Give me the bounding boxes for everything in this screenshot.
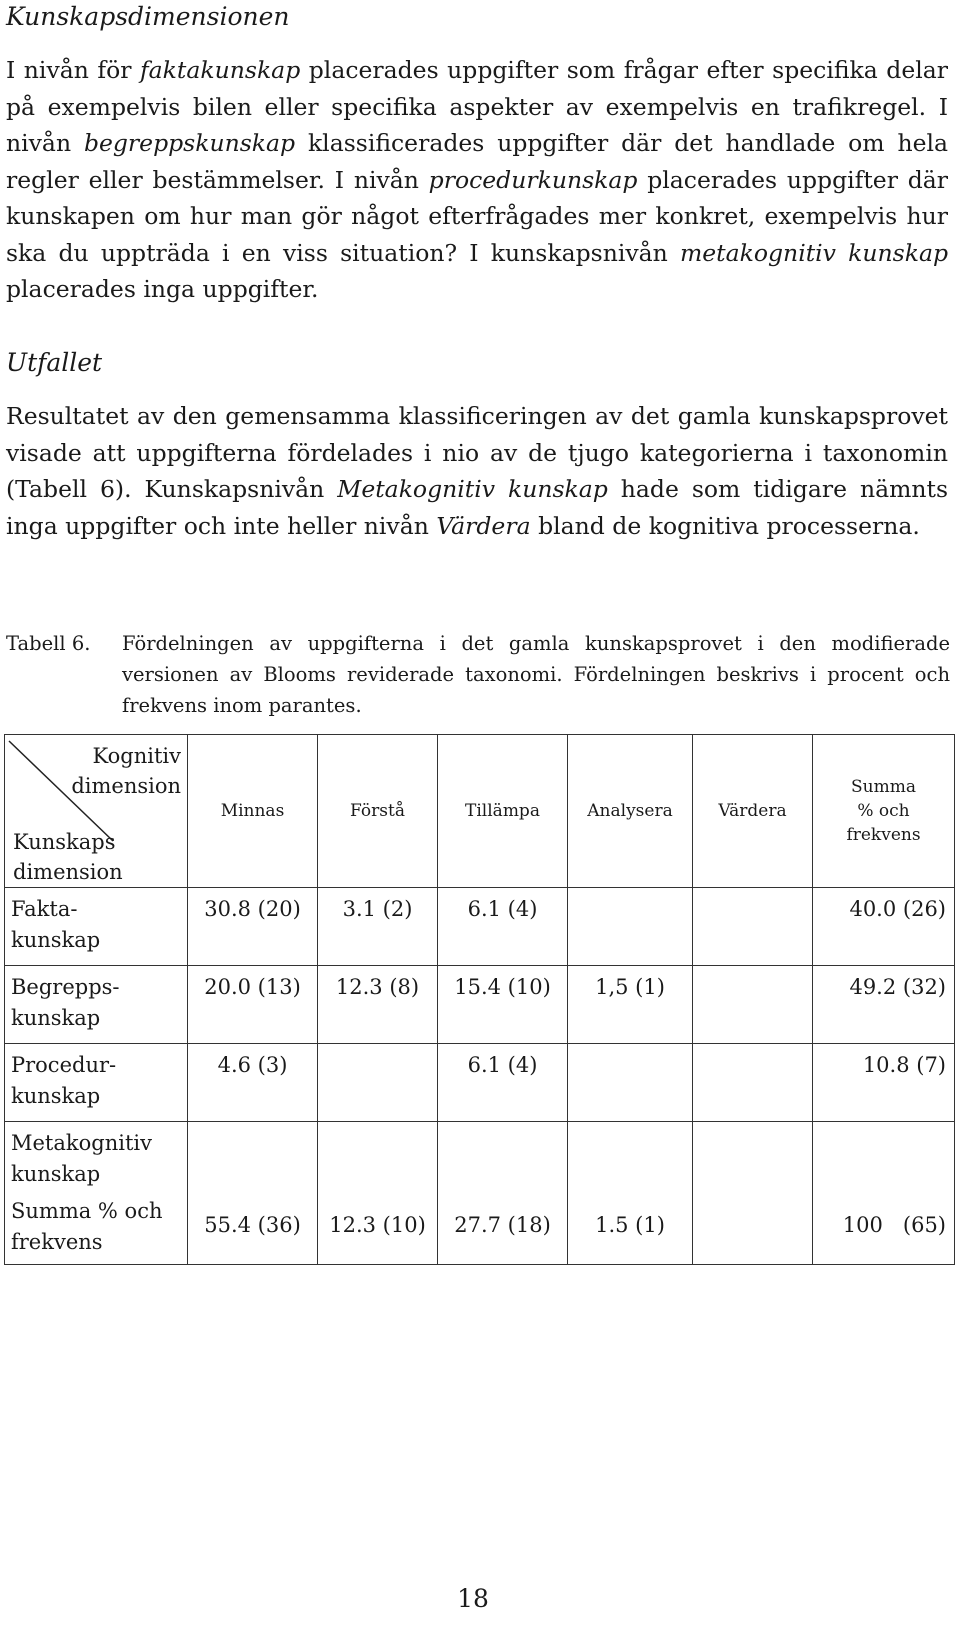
cognitive-dimension-label: Kognitiv dimension xyxy=(71,744,181,798)
header-analysera: Analysera xyxy=(568,735,693,888)
table-header-row xyxy=(5,735,955,888)
table-row xyxy=(5,1196,955,1265)
header-forsta: Förstå xyxy=(318,735,438,888)
cell-tillampa: 6.1 (4) xyxy=(438,888,568,966)
cell-vardera xyxy=(693,966,813,1044)
cell-vardera xyxy=(693,1196,813,1265)
header-minnas: Minnas xyxy=(188,735,318,888)
cell-tillampa: 27.7 (18) xyxy=(438,1196,568,1265)
cell-tillampa: 15.4 (10) xyxy=(438,966,568,1044)
cell-summa: 49.2 (32) xyxy=(813,966,955,1044)
table-row xyxy=(5,1122,955,1197)
knowledge-dimension-label: Kunskaps dimension xyxy=(13,830,123,884)
table-row xyxy=(5,1044,955,1122)
cell-analysera xyxy=(568,1044,693,1122)
table-caption-text: Fördelningen av uppgifterna i det gamla kunskapsprovet i den modifierade versionen av Blooms reviderade taxonomi. Fördelningen beskrivs i procent och frekvens inom parantes. xyxy=(122,632,950,717)
cell-summa xyxy=(813,1122,955,1197)
cell-minnas: 55.4 (36) xyxy=(188,1196,318,1265)
cell-minnas: 20.0 (13) xyxy=(188,966,318,1044)
cell-forsta: 3.1 (2) xyxy=(318,888,438,966)
distribution-table xyxy=(4,734,955,1265)
cell-summa: 40.0 (26) xyxy=(813,888,955,966)
table-row xyxy=(5,888,955,966)
table-row xyxy=(5,966,955,1044)
cell-minnas: 30.8 (20) xyxy=(188,888,318,966)
cell-vardera xyxy=(693,1122,813,1197)
cell-analysera xyxy=(568,888,693,966)
page-number: 18 xyxy=(457,1584,489,1613)
cell-tillampa: 6.1 (4) xyxy=(438,1044,568,1122)
cell-analysera xyxy=(568,1122,693,1197)
cell-analysera: 1,5 (1) xyxy=(568,966,693,1044)
cell-analysera: 1.5 (1) xyxy=(568,1196,693,1265)
cell-forsta: 12.3 (10) xyxy=(318,1196,438,1265)
cell-forsta: 12.3 (8) xyxy=(318,966,438,1044)
cell-forsta xyxy=(318,1122,438,1197)
cell-vardera xyxy=(693,888,813,966)
paragraph-utfallet: Resultatet av den gemensamma klassificeringen av det gamla kunskapsprovet visade att uppgifterna fördelades i nio av de tjugo kategorierna i taxonomin (Tabell 6). Kunskapsnivån Metakognitiv kunskap hade som tidigare nämnts inga uppgifter och inte heller nivån Värdera bland de kognitiva processerna. xyxy=(6,402,949,540)
row-label: Fakta- kunskap xyxy=(5,888,188,966)
cell-minnas: 4.6 (3) xyxy=(188,1044,318,1122)
section-heading-utfallet: Utfallet xyxy=(6,348,103,377)
table-corner-cell xyxy=(5,735,188,888)
header-vardera: Värdera xyxy=(693,735,813,888)
section-heading-kunskapsdimensionen: Kunskapsdimensionen xyxy=(6,2,290,31)
cell-vardera xyxy=(693,1044,813,1122)
cell-summa: 10.8 (7) xyxy=(813,1044,955,1122)
row-label: Metakognitiv kunskap xyxy=(5,1122,188,1197)
cell-minnas xyxy=(188,1122,318,1197)
cell-summa: 100 (65) xyxy=(813,1196,955,1265)
cell-forsta xyxy=(318,1044,438,1122)
table-caption-label: Tabell 6. xyxy=(6,632,91,655)
header-tillampa: Tillämpa xyxy=(438,735,568,888)
row-label: Procedur- kunskap xyxy=(5,1044,188,1122)
row-label: Summa % och frekvens xyxy=(5,1196,188,1265)
header-summa: Summa % och frekvens xyxy=(813,735,955,888)
row-label: Begrepps- kunskap xyxy=(5,966,188,1044)
paragraph-kunskapsdimensionen: I nivån för faktakunskap placerades uppgifter som frågar efter specifika delar på exempelvis bilen eller specifika aspekter av exempelvis en trafikregel. I nivån begreppskunskap klassificerades uppgifter där det handlade om hela regler eller bestämmelser. I nivån procedurkunskap placerades uppgifter där kunskapen om hur man gör något efterfrågades mer konkret, exempelvis hur ska du uppträda i en viss situation? I kunskapsnivån metakognitiv kunskap placerades inga uppgifter. xyxy=(6,56,949,303)
cell-tillampa xyxy=(438,1122,568,1197)
